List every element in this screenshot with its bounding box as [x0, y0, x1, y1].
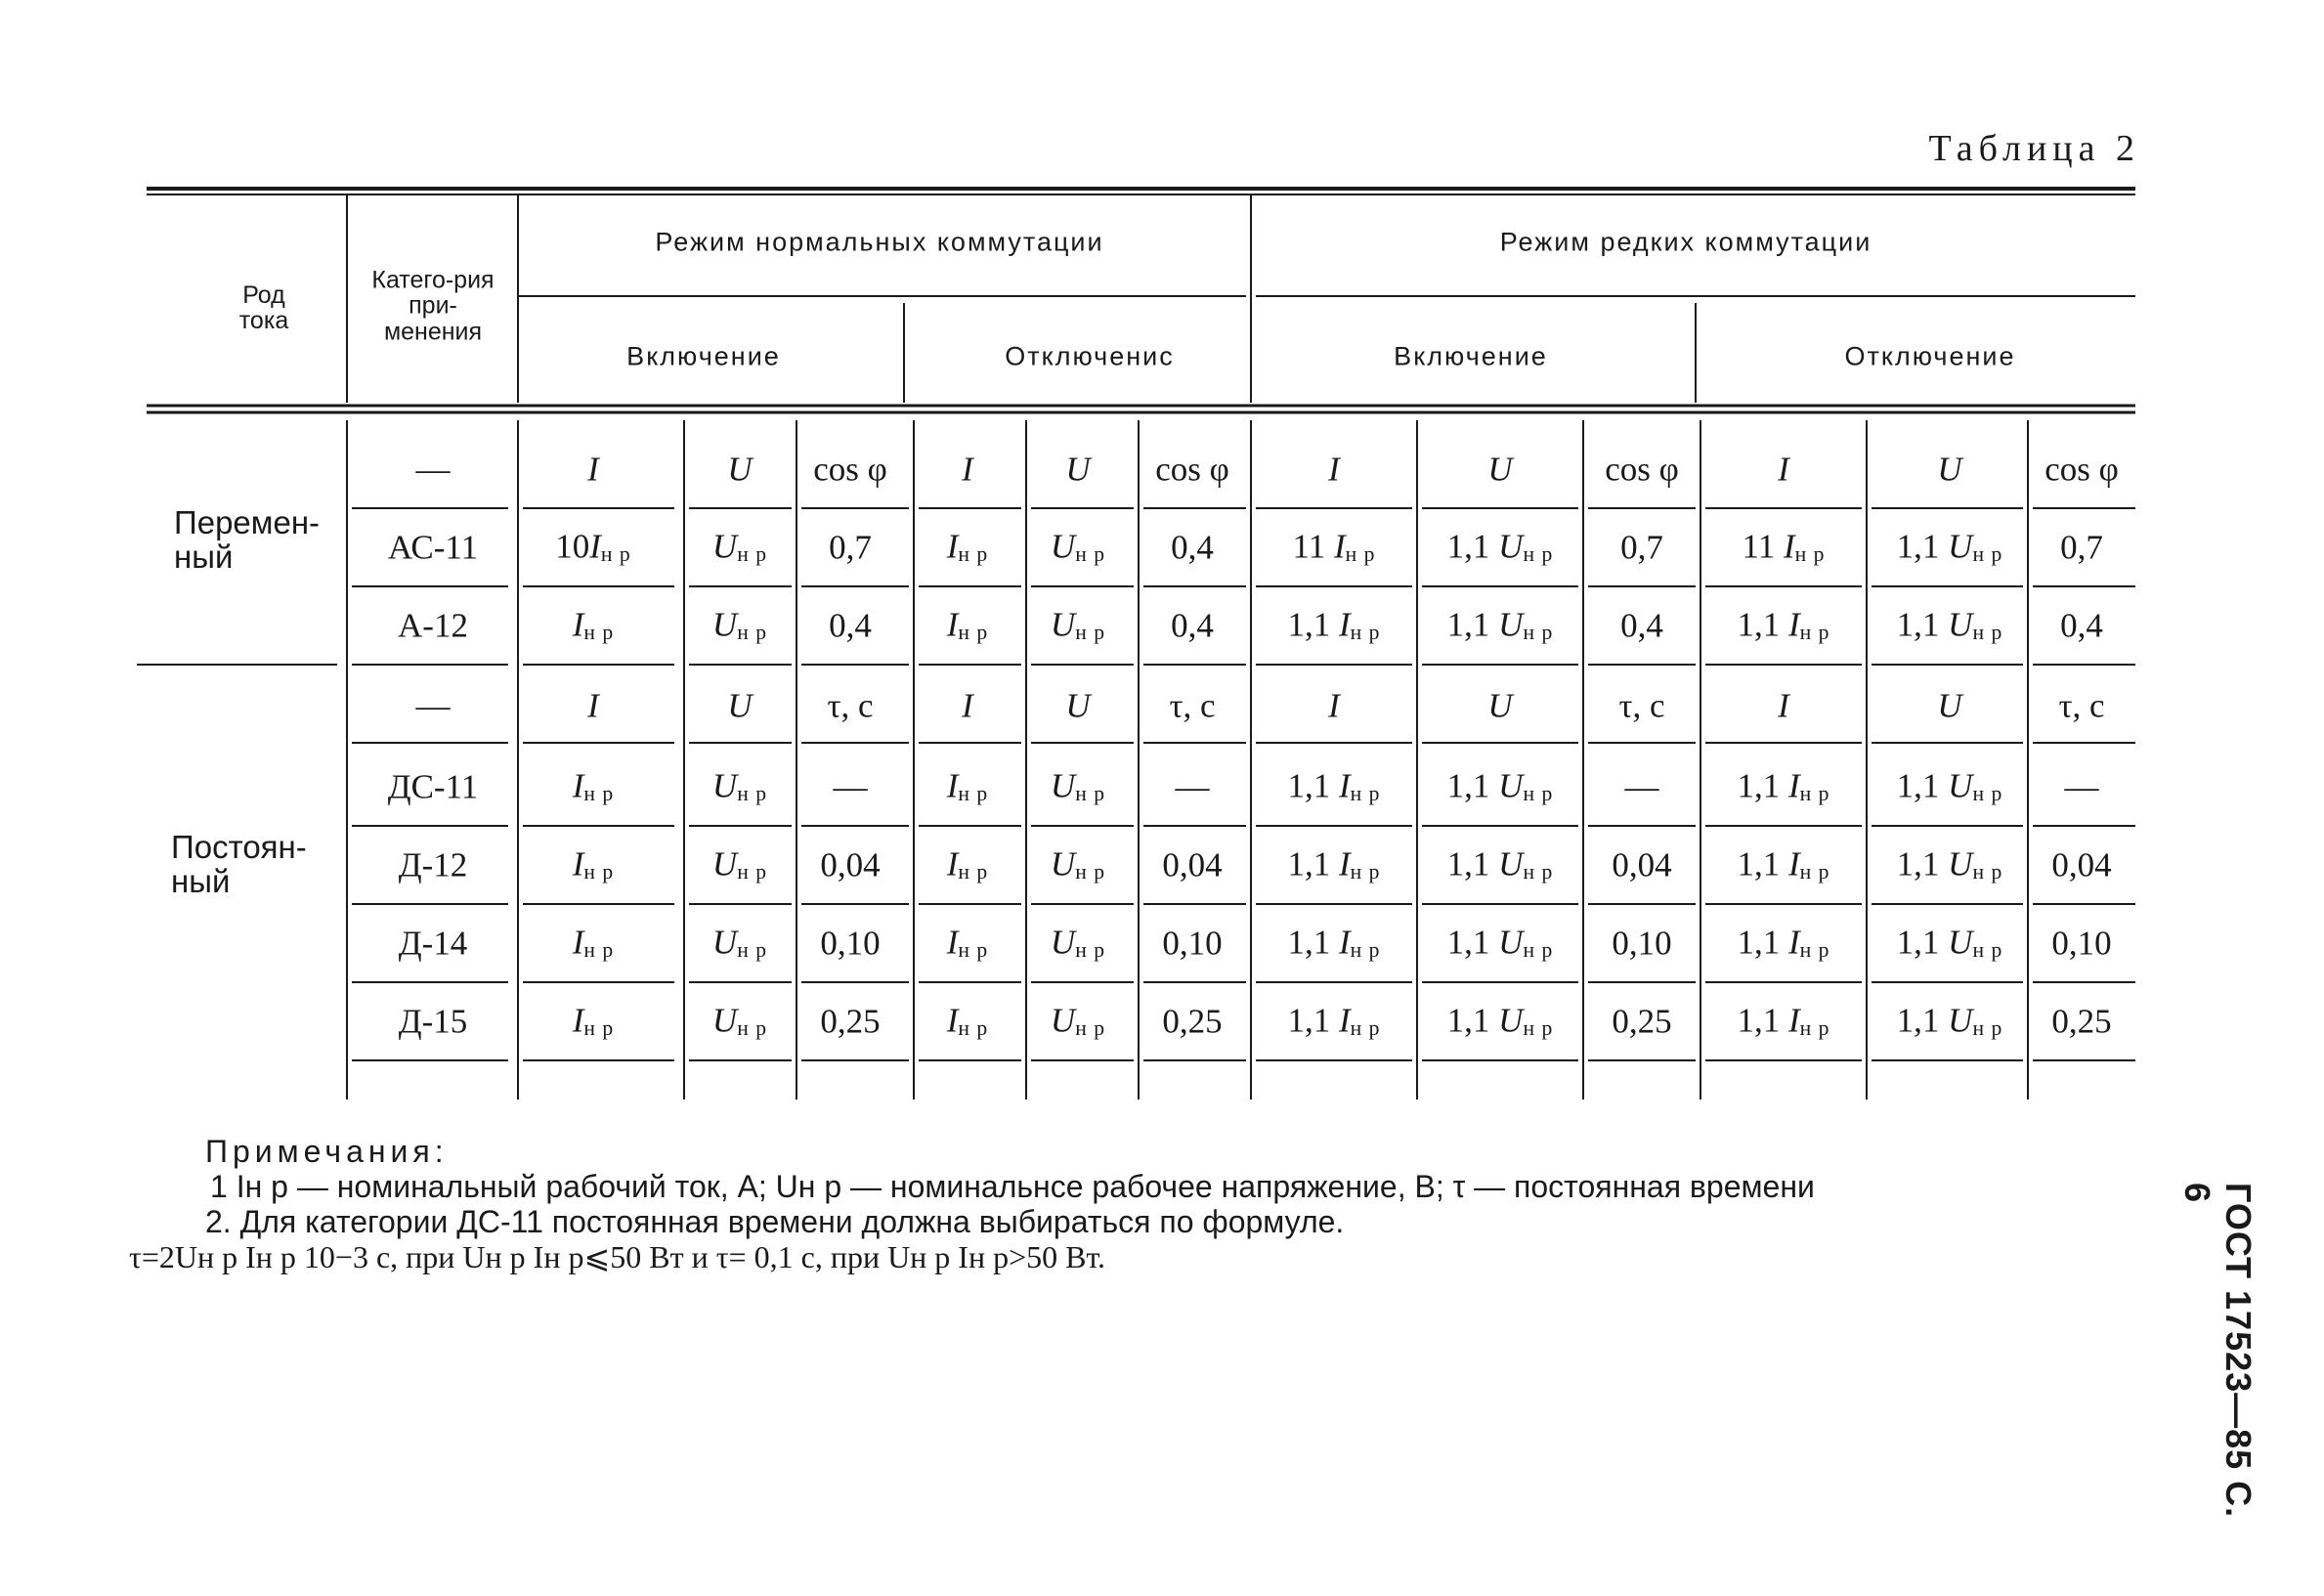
- table-cell: 0,25: [2051, 1002, 2112, 1041]
- table-cell: $10I_{н р}$: [555, 527, 631, 566]
- table-cell: $I_{н р}$: [572, 1001, 615, 1040]
- table-cell: $I_{н р}$: [946, 844, 989, 884]
- table-cell: 1,1 $I_{н р}$: [1287, 844, 1381, 884]
- group-ac: Перемен- ный: [174, 504, 321, 575]
- table-cell: 0,10: [1612, 924, 1672, 963]
- table-cell: I: [587, 686, 599, 725]
- table-cell: cos φ: [2044, 450, 2119, 489]
- table-cell: I: [1328, 450, 1340, 489]
- table-cell: I: [1328, 686, 1340, 725]
- table-cell: $U_{н р}$: [1050, 527, 1106, 566]
- table-cell: τ, с: [2058, 686, 2105, 725]
- table-cell: 1,1 $U_{н р}$: [1446, 766, 1554, 805]
- table-cell: cos φ: [813, 450, 887, 489]
- table-cell: $I_{н р}$: [572, 844, 615, 884]
- document-side-label: ГОСТ 17523—85 С. 6: [2177, 1183, 2259, 1519]
- table-cell: 0,10: [2051, 924, 2112, 963]
- table-cell: 0,04: [1162, 845, 1223, 884]
- table-cell: 0,7: [829, 528, 872, 567]
- table-cell: $U_{н р}$: [1050, 766, 1106, 805]
- table-cell: 0,10: [820, 924, 881, 963]
- table-cell: I: [1778, 686, 1789, 725]
- header-rare-on: Включение: [1394, 341, 1548, 371]
- note-1: 1 Iн р — номинальный рабочий ток, А; Uн р — номинальнсе рабочее напряжение, В; τ — постоянная времени: [210, 1169, 1815, 1204]
- table-cell: 11 $I_{н р}$: [1292, 527, 1376, 566]
- table-cell: 1,1 $I_{н р}$: [1287, 766, 1381, 805]
- table-cell: 0,4: [2060, 606, 2103, 645]
- table-cell: U: [727, 686, 753, 725]
- table-cell: 1,1 $I_{н р}$: [1287, 1001, 1381, 1040]
- table-cell: I: [587, 450, 599, 489]
- note-2: 2. Для категории ДС-11 постоянная времени должна выбираться по формуле.: [205, 1204, 1345, 1239]
- table-cell: 0,04: [1612, 845, 1672, 884]
- table-cell: —: [2064, 767, 2099, 806]
- table-cell: 0,25: [1612, 1002, 1672, 1041]
- note-formula: τ=2Uн р Iн р 10−3 с, при Uн р Iн р⩽50 Вт и τ= 0,1 с, при Uн р Iн р>50 Вт.: [129, 1239, 1106, 1274]
- table-cell: 0,4: [1171, 606, 1214, 645]
- header-rare-mode: Режим редких коммутации: [1499, 227, 1872, 257]
- notes-heading: Примечания:: [205, 1134, 449, 1169]
- table-cell: —: [833, 767, 868, 806]
- table-cell: $I_{н р}$: [572, 923, 615, 962]
- table-cell: 0,04: [2051, 845, 2112, 884]
- notes: [129, 1134, 2087, 1274]
- table-cell: 1,1 $U_{н р}$: [1446, 605, 1554, 644]
- table-cell: $I_{н р}$: [946, 605, 989, 644]
- category-cell: —: [415, 450, 451, 489]
- table-cell: 0,04: [820, 845, 881, 884]
- table-cell: 1,1 $U_{н р}$: [1896, 844, 2003, 884]
- table-cell: $I_{н р}$: [572, 605, 615, 644]
- table-cell: $I_{н р}$: [946, 527, 989, 566]
- table-cell: 1,1 $I_{н р}$: [1737, 766, 1830, 805]
- table-cell: $I_{н р}$: [946, 923, 989, 962]
- table-cell: 1,1 $I_{н р}$: [1737, 923, 1830, 962]
- table-cell: I: [962, 450, 973, 489]
- table-cell: 0,10: [1162, 924, 1223, 963]
- table-cell: 1,1 $U_{н р}$: [1446, 844, 1554, 884]
- table-cell: 1,1 $U_{н р}$: [1446, 527, 1554, 566]
- table-cell: 1,1 $I_{н р}$: [1287, 923, 1381, 962]
- table-cell: $I_{н р}$: [946, 1001, 989, 1040]
- category-cell: Д-14: [398, 924, 468, 963]
- table-cell: $U_{н р}$: [711, 527, 768, 566]
- table-cell: 1,1 $U_{н р}$: [1446, 1001, 1554, 1040]
- category-cell: Д-15: [398, 1002, 468, 1041]
- category-cell: АС-11: [387, 528, 479, 567]
- table-cell: 1,1 $I_{н р}$: [1737, 605, 1830, 644]
- table-caption: Таблица 2: [1928, 128, 2140, 169]
- header-rare-off: Отключение: [1844, 341, 2016, 371]
- header-normal-mode: Режим нормальных коммутации: [655, 227, 1104, 257]
- table-cell: $U_{н р}$: [1050, 923, 1106, 962]
- table-cell: 0,25: [1162, 1002, 1223, 1041]
- table-cell: U: [1065, 450, 1091, 489]
- table-cell: $U_{н р}$: [711, 605, 768, 644]
- table-cell: 0,25: [820, 1002, 881, 1041]
- table-cell: U: [727, 450, 753, 489]
- category-cell: ДС-11: [387, 767, 479, 806]
- table-cell: $U_{н р}$: [1050, 1001, 1106, 1040]
- table-cell: 1,1 $U_{н р}$: [1896, 1001, 2003, 1040]
- header-normal-on: Включение: [626, 341, 781, 371]
- table-cell: 1,1 $I_{н р}$: [1737, 844, 1830, 884]
- table-cell: 1,1 $I_{н р}$: [1737, 1001, 1830, 1040]
- table-cell: I: [962, 686, 973, 725]
- table-cell: 11 $I_{н р}$: [1742, 527, 1826, 566]
- table-cell: $I_{н р}$: [572, 766, 615, 805]
- category-cell: Д-12: [398, 845, 468, 884]
- table-cell: 0,4: [1620, 606, 1663, 645]
- table-cell: —: [1624, 767, 1659, 806]
- table-cell: U: [1937, 450, 1962, 489]
- table-cell: 0,7: [2060, 528, 2103, 567]
- header-category: Катего-рия при- менения: [371, 266, 495, 346]
- table-cell: $U_{н р}$: [711, 923, 768, 962]
- table-cell: 0,7: [1620, 528, 1663, 567]
- table-cell: $U_{н р}$: [711, 766, 768, 805]
- category-cell: —: [415, 686, 451, 725]
- group-dc: Постоян- ный: [171, 829, 307, 899]
- table-cell: cos φ: [1155, 450, 1229, 489]
- table-cell: $U_{н р}$: [1050, 605, 1106, 644]
- table-cell: 1,1 $U_{н р}$: [1446, 923, 1554, 962]
- table-cell: τ, с: [1618, 686, 1665, 725]
- category-cell: А-12: [398, 606, 468, 645]
- table-cell: U: [1065, 686, 1091, 725]
- table-cell: $U_{н р}$: [1050, 844, 1106, 884]
- table-cell: $U_{н р}$: [711, 1001, 768, 1040]
- table-cell: 1,1 $I_{н р}$: [1287, 605, 1381, 644]
- table-cell: τ, с: [1169, 686, 1216, 725]
- header-rod-toka: Род тока: [238, 280, 289, 334]
- table-cell: U: [1487, 686, 1513, 725]
- table-cell: U: [1937, 686, 1962, 725]
- table-cell: cos φ: [1605, 450, 1679, 489]
- table-cell: U: [1487, 450, 1513, 489]
- table-cell: $I_{н р}$: [946, 766, 989, 805]
- table-cell: 1,1 $U_{н р}$: [1896, 766, 2003, 805]
- table-cell: $U_{н р}$: [711, 844, 768, 884]
- table-cell: 1,1 $U_{н р}$: [1896, 527, 2003, 566]
- table-cell: 0,4: [1171, 528, 1214, 567]
- header-normal-off: Отключенис: [1005, 341, 1175, 371]
- table-cell: 0,4: [829, 606, 872, 645]
- table-cell: —: [1175, 767, 1210, 806]
- table-cell: 1,1 $U_{н р}$: [1896, 923, 2003, 962]
- table-cell: 1,1 $U_{н р}$: [1896, 605, 2003, 644]
- table-cell: τ, с: [827, 686, 874, 725]
- table-cell: I: [1778, 450, 1789, 489]
